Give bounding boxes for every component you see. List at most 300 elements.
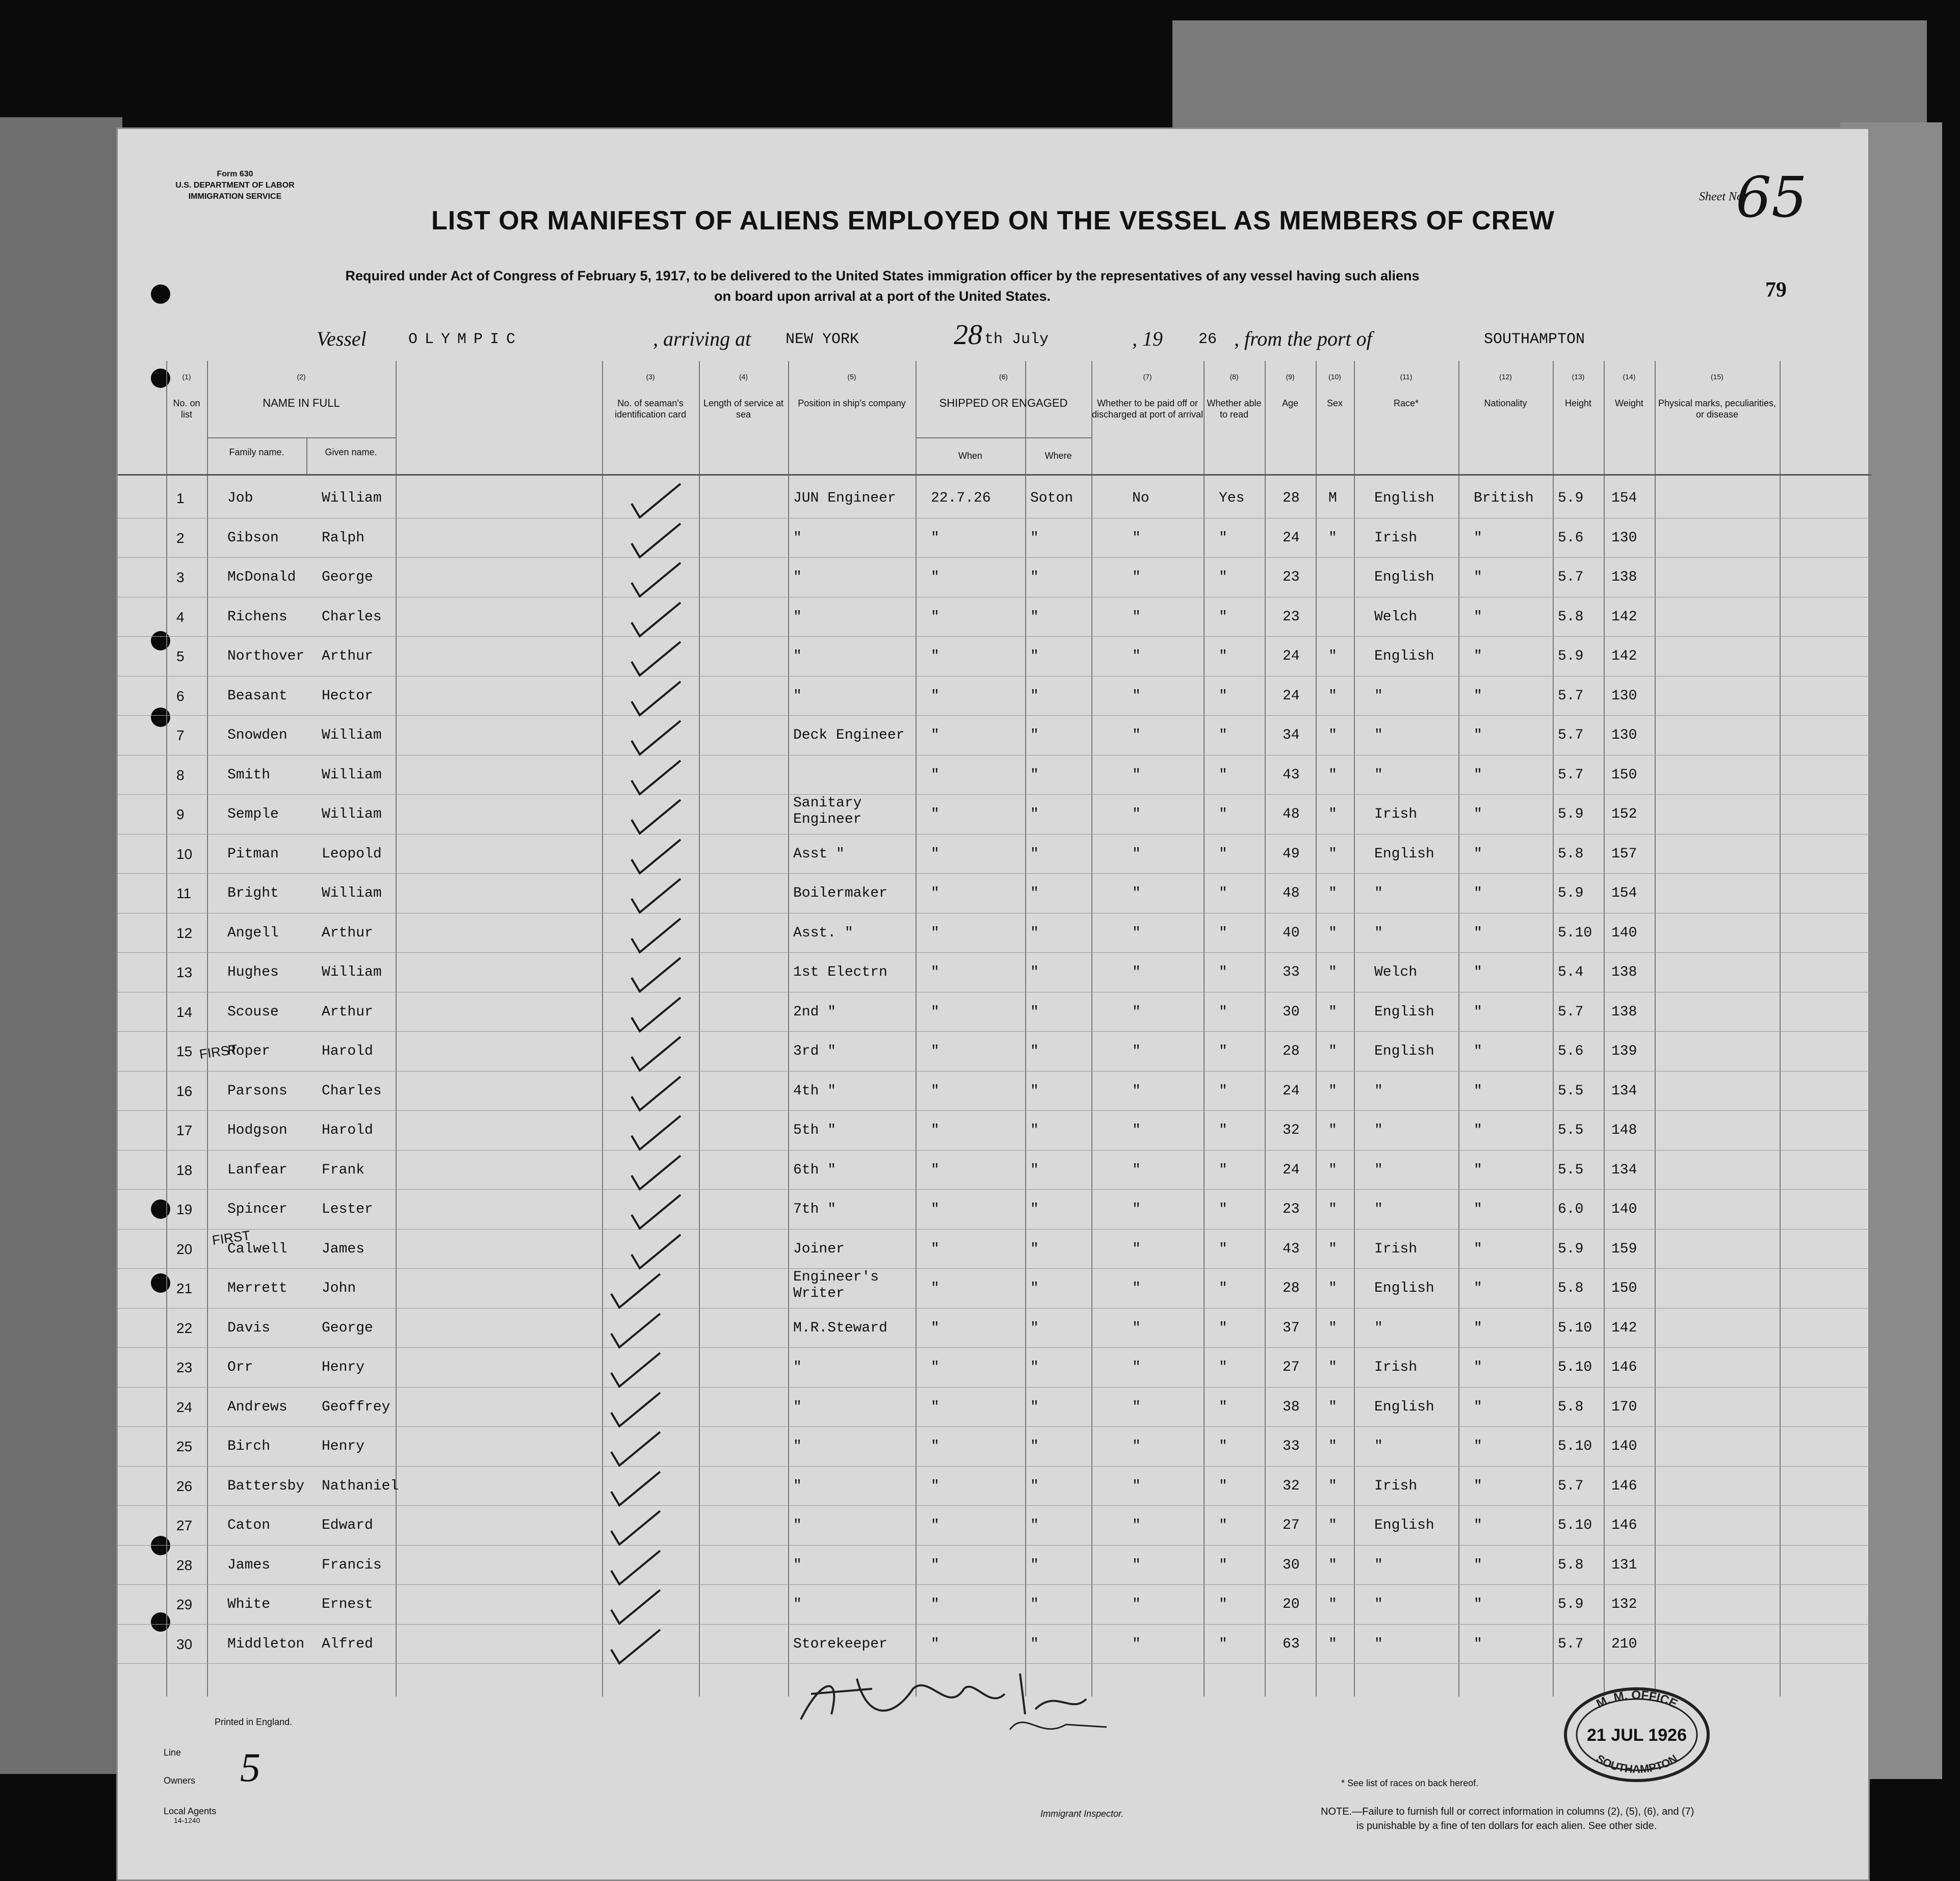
weight: 138 [1611,964,1637,980]
row-rule [118,1545,1871,1546]
weight: 157 [1611,846,1637,862]
col3-header: (3) No. of seaman's identification card [614,373,687,420]
family-name: Parsons [227,1083,288,1099]
given-name: Lester [322,1201,373,1217]
weight: 146 [1611,1518,1637,1533]
age: 23 [1283,1201,1300,1217]
row-number: 25 [176,1439,193,1454]
given-name: Alfred [322,1636,373,1652]
column-divider [1780,361,1781,1696]
race: " [1374,1636,1383,1652]
paid-off: " [1132,1597,1141,1612]
race: Irish [1374,1478,1418,1494]
age: 28 [1283,1043,1300,1059]
row-number: 30 [176,1636,193,1652]
sex: " [1328,1478,1337,1494]
row-number: 24 [176,1399,193,1415]
nationality: " [1474,1320,1482,1336]
col9-header: (9) Age [1282,373,1299,408]
vessel-label: Vessel [317,327,367,350]
position: Boilermaker [793,885,887,901]
position: 4th " [793,1083,837,1099]
departure-port: SOUTHAMPTON [1484,331,1585,348]
nationality: " [1474,1478,1482,1494]
family-name: Davis [227,1320,271,1336]
weight: 150 [1611,767,1637,783]
height: 5.6 [1558,530,1584,546]
able-to-read: " [1219,1320,1227,1336]
age: 23 [1283,569,1300,585]
height: 5.7 [1558,1478,1584,1494]
row-number: 8 [176,767,185,783]
shipped-when: " [931,1399,939,1415]
weight: 146 [1611,1360,1637,1375]
age: 38 [1283,1399,1300,1415]
given-name: Charles [322,1083,382,1099]
weight: 130 [1611,530,1637,546]
form-number: Form 630 [217,170,253,178]
given-name: Arthur [322,648,373,664]
race: English [1374,1004,1434,1020]
given-name: William [322,727,382,743]
row-number: 2 [176,530,185,546]
able-to-read: " [1219,688,1227,704]
shipped-where: " [1030,806,1039,822]
family-name-header: Family name. [229,447,284,457]
able-to-read: " [1219,846,1227,862]
year-label: , 19 [1132,327,1163,350]
nationality: " [1474,1043,1482,1059]
race: English [1374,490,1434,506]
arrival-day: 28 [954,319,982,351]
row-rule [118,952,1871,953]
position: Deck Engineer [793,727,905,743]
given-name: James [322,1241,365,1257]
column-divider [916,361,917,1696]
sex: " [1328,1518,1337,1533]
age: 27 [1283,1518,1300,1533]
weight: 131 [1611,1557,1637,1573]
shipped-where: " [1030,1320,1039,1336]
paid-off: " [1132,609,1141,625]
penalty-note-1: NOTE.—Failure to furnish full or correct information in columns (2), (5), (6), and (7) [1321,1806,1694,1817]
col14-header: (14) Weight [1615,373,1643,408]
paid-off: " [1132,1004,1141,1020]
column-divider [1458,361,1459,1696]
row-rule [118,1584,1871,1585]
race: " [1374,1122,1383,1138]
shipped-when: " [931,648,939,664]
sex: " [1328,1557,1337,1573]
where-header: Where [1044,451,1072,461]
sex: " [1328,1360,1337,1375]
page-code: 79 [1765,278,1787,302]
sex: " [1328,1083,1337,1099]
family-name: Spincer [227,1201,288,1217]
sex: " [1328,1201,1337,1217]
row-rule [118,1466,1871,1467]
family-name: Lanfear [227,1162,288,1178]
shipped-when: " [931,846,939,862]
penalty-note-2: is punishable by a fine of ten dollars for each alien. See other side. [1356,1820,1657,1832]
office-stamp [1560,1684,1713,1786]
sex: " [1328,925,1337,941]
position: " [793,688,802,704]
race: English [1374,1518,1434,1533]
age: 43 [1283,1241,1300,1257]
col1-header: (1) No. on list [173,373,200,420]
paid-off: " [1132,1320,1141,1336]
row-number: 26 [176,1478,193,1494]
column-divider [166,361,167,1696]
family-name: Hughes [227,964,279,980]
age: 28 [1283,490,1300,506]
shipped-when: " [931,767,939,783]
age: 24 [1283,1162,1300,1178]
given-name: Leopold [322,846,382,862]
col8-header: (8) Whether able to read [1207,373,1262,420]
line-label: Line [164,1747,181,1758]
nationality: " [1474,1518,1482,1533]
paid-off: " [1132,648,1141,664]
col4-header: (4) Length of service at sea [703,373,784,420]
weight: 139 [1611,1043,1637,1059]
age: 33 [1283,1439,1300,1454]
shipped-where: " [1030,1122,1039,1138]
row-number: 3 [176,569,185,585]
shipped-when: " [931,569,939,585]
column-divider [1091,361,1092,1696]
check-mark-icon [628,916,684,956]
paid-off: " [1132,727,1141,743]
age: 30 [1283,1004,1300,1020]
nationality: " [1474,767,1482,783]
check-mark-icon [628,1192,684,1233]
row-rule [118,794,1871,795]
family-name: Caton [227,1518,271,1533]
row-number: 13 [176,964,193,980]
race: " [1374,688,1383,704]
shipped-when: " [931,964,939,980]
position: 3rd " [793,1043,837,1059]
race: Welch [1374,609,1418,625]
race: " [1374,767,1383,783]
row-number: 5 [176,648,185,664]
row-number: 28 [176,1557,193,1573]
race: Irish [1374,530,1418,546]
age: 43 [1283,767,1300,783]
nationality: " [1474,1636,1482,1652]
col6-header: (6) SHIPPED OR ENGAGED [939,373,1068,409]
row-number: 10 [176,846,193,862]
nationality: " [1474,648,1482,664]
given-name: Nathaniel [322,1478,399,1494]
shipped-where: " [1030,1636,1039,1652]
position: Storekeeper [793,1636,887,1652]
paid-off: " [1132,1557,1141,1573]
height: 5.8 [1558,846,1584,862]
able-to-read: " [1219,1636,1227,1652]
local-agents-label: Local Agents [164,1806,217,1816]
position: 6th " [793,1162,837,1178]
voyage-line [118,319,1871,357]
check-mark-icon [607,1508,663,1549]
form-identifier [159,169,311,202]
position: 1st Electrn [793,964,887,980]
service-name: IMMIGRATION SERVICE [188,192,282,201]
check-mark-icon [628,995,684,1035]
given-name: George [322,569,373,585]
shipped-when: " [931,1518,939,1533]
weight: 150 [1611,1281,1637,1296]
race: " [1374,727,1383,743]
sheet-number: 65 [1736,165,1807,230]
column-divider [1265,361,1266,1696]
family-name: Battersby [227,1478,305,1494]
sex: " [1328,846,1337,862]
nationality: " [1474,1241,1482,1257]
check-mark-icon [607,1350,663,1391]
sex: " [1328,1439,1337,1454]
race: English [1374,1281,1434,1296]
sex: " [1328,727,1337,743]
family-name: Bright [227,885,279,901]
row-rule [118,557,1871,558]
height: 5.8 [1558,1281,1584,1296]
immigrant-inspector-label: Immigrant Inspector. [1040,1809,1124,1819]
nationality: " [1474,846,1482,862]
owners-hand-mark: 5 [240,1745,260,1790]
family-name: Merrett [227,1281,288,1296]
check-mark-icon [607,1587,663,1628]
check-mark-icon [628,560,684,600]
row-number: 29 [176,1597,193,1612]
weight: 130 [1611,727,1637,743]
position: Engineer's Writer [793,1269,879,1301]
height: 5.10 [1558,925,1592,941]
shipped-where: " [1030,1201,1039,1217]
row-rule [118,1150,1871,1151]
paid-off: " [1132,885,1141,901]
able-to-read: " [1219,1043,1227,1059]
race: " [1374,925,1383,941]
given-name: Henry [322,1360,365,1375]
family-name: Gibson [227,530,279,546]
able-to-read: " [1219,727,1227,743]
shipped-where: " [1030,1399,1039,1415]
row-number: 4 [176,609,185,625]
height: 5.10 [1558,1320,1592,1336]
shipped-when: " [931,1241,939,1257]
nationality: " [1474,1201,1482,1217]
weight: 142 [1611,1320,1637,1336]
weight: 159 [1611,1241,1637,1257]
check-mark-icon [628,757,684,798]
sex: " [1328,1004,1337,1020]
paid-off: " [1132,1122,1141,1138]
row-rule [118,715,1871,716]
race: English [1374,1399,1434,1415]
row-rule [118,1031,1871,1032]
weight: 138 [1611,1004,1637,1020]
shipped-when: " [931,530,939,546]
row-number: 16 [176,1083,193,1099]
shipped-when: " [931,1122,939,1138]
age: 24 [1283,530,1300,546]
able-to-read: " [1219,1557,1227,1573]
position: " [793,1478,802,1494]
shipped-where: " [1030,688,1039,704]
check-mark-icon [607,1627,663,1667]
paid-off: " [1132,1281,1141,1296]
row-rule [118,1189,1871,1190]
document-subtitle: Required under Act of Congress of February 5, 1917, to be delivered to the United States immigration officer by the representatives of any vessel having such aliens on board upon arrival at a port of the United States. [345,268,1420,304]
stamp-bottom-text: SOUTHAMPTON [1593,1752,1680,1776]
nationality: " [1474,1281,1482,1296]
check-mark-icon [607,1271,663,1312]
race: Irish [1374,1360,1418,1375]
family-name: James [227,1557,271,1573]
punch-hole [151,284,170,304]
able-to-read: " [1219,1360,1227,1375]
given-name: John [322,1281,356,1296]
height: 5.9 [1558,1597,1584,1612]
weight: 148 [1611,1122,1637,1138]
printed-in-england: Printed in England. [215,1717,293,1727]
shipped-where: " [1030,609,1039,625]
able-to-read: " [1219,925,1227,941]
age: 48 [1283,885,1300,901]
paid-off: " [1132,1439,1141,1454]
check-mark-icon [607,1429,663,1470]
shipped-where: Soton [1030,490,1074,506]
shipped-where: " [1030,1518,1039,1533]
sex: " [1328,1597,1337,1612]
department-name: U.S. DEPARTMENT OF LABOR [175,181,295,190]
nationality: " [1474,1122,1482,1138]
shipped-where: " [1030,885,1039,901]
nationality: " [1474,1597,1482,1612]
position: " [793,1597,802,1612]
sex: " [1328,1399,1337,1415]
given-name: Harold [322,1043,373,1059]
check-mark-icon [607,1311,663,1351]
age: 27 [1283,1360,1300,1375]
race: Irish [1374,806,1418,822]
height: 6.0 [1558,1201,1584,1217]
age: 40 [1283,925,1300,941]
nationality: " [1474,885,1482,901]
col12-header: (12) Nationality [1484,373,1527,408]
shipped-where: " [1030,727,1039,743]
weight: 146 [1611,1478,1637,1494]
check-mark-icon [628,955,684,996]
from-port-label: , from the port of [1234,327,1372,350]
paid-off: " [1132,569,1141,585]
age: 32 [1283,1122,1300,1138]
shipped-where: " [1030,1597,1039,1612]
position: Sanitary Engineer [793,795,862,827]
shipped-where: " [1030,530,1039,546]
family-name: Middleton [227,1636,305,1652]
race: " [1374,1162,1383,1178]
weight: 134 [1611,1083,1637,1099]
shipped-where: " [1030,569,1039,585]
sheet-label: Sheet No. [1699,190,1746,203]
first-annotation: FIRST [211,1227,251,1248]
stamp-top-text: M. M. OFFICE [1594,1688,1680,1711]
shipped-where: " [1030,1557,1039,1573]
height: 5.9 [1558,806,1584,822]
family-name: Job [227,490,253,506]
shipped-when: " [931,1597,939,1612]
column-divider [1354,361,1355,1696]
height: 5.8 [1558,609,1584,625]
row-number: 17 [176,1122,193,1138]
column-divider [788,361,789,1696]
shipped-where: " [1030,1478,1039,1494]
paid-off: " [1132,1636,1141,1652]
height: 5.7 [1558,688,1584,704]
sex: " [1328,885,1337,901]
family-name: Richens [227,609,288,625]
check-mark-icon [628,481,684,521]
height: 5.10 [1558,1360,1592,1375]
age: 23 [1283,609,1300,625]
arriving-label: , arriving at [653,327,751,350]
position: " [793,530,802,546]
check-mark-icon [607,1390,663,1430]
able-to-read: " [1219,1241,1227,1257]
owners-label: Owners [164,1775,196,1786]
age: 32 [1283,1478,1300,1494]
col2-header: (2) NAME IN FULL [263,373,340,409]
shipped-where: " [1030,964,1039,980]
family-name: Calwell [227,1241,288,1257]
shipped-subheader-rule [916,437,1091,438]
family-name: White [227,1597,271,1612]
check-mark-icon [628,1034,684,1075]
check-mark-icon [607,1548,663,1588]
age: 34 [1283,727,1300,743]
nationality: " [1474,727,1482,743]
given-name: William [322,885,382,901]
check-mark-icon [628,1113,684,1154]
position: " [793,1518,802,1533]
given-name: Henry [322,1439,365,1454]
given-name: Frank [322,1162,365,1178]
shipped-when: " [931,688,939,704]
race: " [1374,1557,1383,1573]
weight: 140 [1611,1439,1637,1454]
shipped-when: " [931,1201,939,1217]
row-number: 18 [176,1162,193,1178]
local-agents-code: 14-1240 [174,1816,200,1824]
row-number: 21 [176,1281,193,1296]
nationality: " [1474,806,1482,822]
able-to-read: " [1219,964,1227,980]
row-rule [118,1268,1871,1269]
paid-off: " [1132,530,1141,546]
shipped-where: " [1030,1360,1039,1375]
row-number: 19 [176,1201,193,1217]
row-number: 6 [176,688,185,704]
column-divider [1316,361,1317,1696]
shipped-when: " [931,1162,939,1178]
height: 5.8 [1558,1557,1584,1573]
position: " [793,1399,802,1415]
shipped-when: " [931,1083,939,1099]
